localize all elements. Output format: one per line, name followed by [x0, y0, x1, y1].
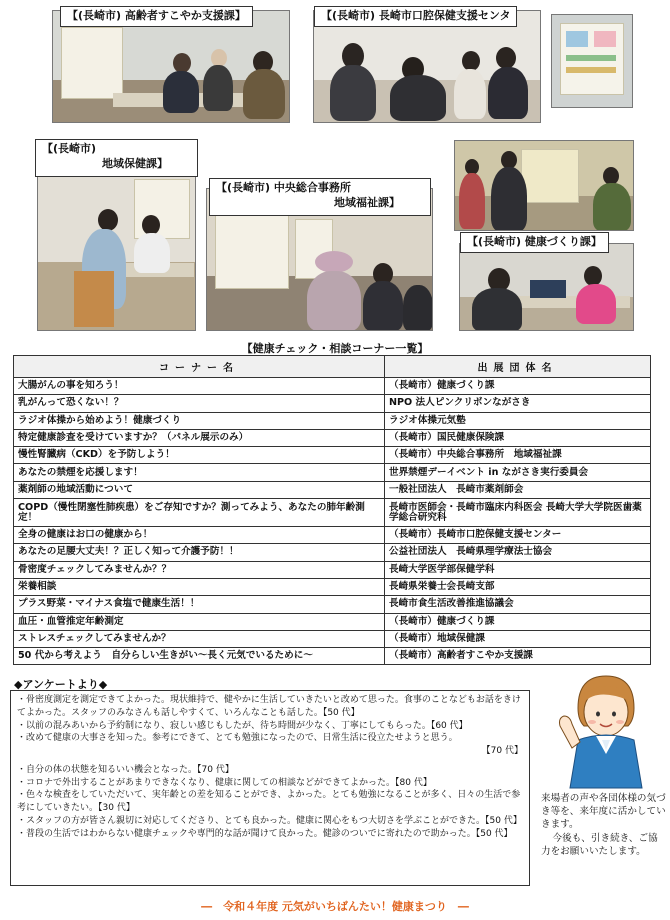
table-row — [14, 395, 651, 412]
table-title: 【健康チェック・相談コーナー一覧】 — [241, 342, 429, 355]
caption-community-health-line2: 地域保健課】 — [102, 156, 168, 170]
table-row — [14, 481, 651, 498]
survey-comment: ・改めて健康の大事さを知った。参考にできて、とても勉強になったので、日常生活に役立たせようと思う。 — [17, 733, 458, 744]
survey-comment: ・自分の体の状態を知るいい機会となった。【70 代】 — [17, 764, 234, 775]
table-row — [14, 499, 651, 527]
organization-cell: 一般社団法人 長崎市薬剤師会 — [385, 481, 651, 498]
table-row — [14, 378, 651, 395]
column-header-org: 出展団体名 — [385, 356, 651, 378]
organization-cell: 長崎大学医学部保健学科 — [385, 561, 651, 578]
corner-name-cell: ラジオ体操から始めよう！健康づくり — [14, 412, 385, 429]
corner-table — [13, 355, 651, 665]
corner-name-cell: プラス野菜・マイナス食塩で健康生活！！ — [14, 596, 385, 613]
survey-comment: ・以前の混みあいから予約制になり、寂しい感じもしたが、待ち時間が少なく、丁寧にしてもらった。【60 代】 — [17, 720, 468, 731]
organization-cell: 長崎市医師会・長崎市臨床内科医会 長崎大学大学院医歯薬学総合研究科 — [385, 499, 651, 527]
photo-oral-health — [313, 10, 541, 123]
side-note-line1: 来場者の声や各団体様の気づき等を、来年度に活かしていきます。 — [541, 793, 666, 831]
table-row — [14, 464, 651, 481]
survey-box — [10, 690, 530, 886]
survey-comment: ・スタッフの方が皆さん親切に対応してくださり、とても良かった。健康に関心をもつ大切さを学ぶことができた。【50 代】 — [17, 815, 522, 826]
survey-comment: ・コロナで外出することがあまりできなくなり、健康に関しての相談などができてよかった。【80 代】 — [17, 777, 432, 788]
corner-name-cell: 骨密度チェックしてみませんか？？ — [14, 561, 385, 578]
corner-name-cell: 大腸がんの事を知ろう！ — [14, 378, 385, 395]
organization-cell: （長崎市）国民健康保険課 — [385, 429, 651, 446]
organization-cell: （長崎市）地域保健課 — [385, 630, 651, 647]
survey-comment: ・色々な検査をしていただいて、実年齢との差を知ることができ、よかった。とても勉強になることが多く、日々の生活で参考にしていきたい。【30 代】 — [17, 790, 521, 814]
caption-health-promotion: 【(長崎市) 健康づくり課】 — [460, 232, 609, 253]
organization-cell: 長崎市食生活改善推進協議会 — [385, 596, 651, 613]
survey-comment: ・普段の生活ではわからない健康チェックや専門的な話が聞けて良かった。健診のついでに寄れたので助かった。【50 代】 — [17, 828, 513, 839]
corner-name-cell: 特定健康診査を受けていますか？（パネル展示のみ） — [14, 429, 385, 446]
table-row — [14, 429, 651, 446]
corner-name-cell: COPD（慢性閉塞性肺疾患）をご存知ですか？測ってみよう、あなたの肺年齢測定！ — [14, 499, 385, 527]
survey-comment-age: 【70 代】 — [481, 746, 523, 757]
table-row — [14, 596, 651, 613]
organization-cell: 長崎県栄養士会長崎支部 — [385, 578, 651, 595]
corner-name-cell: 栄養相談 — [14, 578, 385, 595]
caption-community-health-line1: 【(長崎市) — [42, 142, 97, 155]
corner-name-cell: 全身の健康はお口の健康から！ — [14, 527, 385, 544]
caption-community-health — [35, 139, 198, 177]
caption-welfare-line1: 【(長崎市) 中央総合事務所 — [216, 181, 351, 194]
photo-elderly-support — [52, 10, 290, 123]
organization-cell: 公益社団法人 長崎県理学療法士協会 — [385, 544, 651, 561]
table-row — [14, 447, 651, 464]
organization-cell: NPO 法人ピンクリボンながさき — [385, 395, 651, 412]
corner-name-cell: ストレスチェックしてみませんか？ — [14, 630, 385, 647]
table-row — [14, 412, 651, 429]
table-row — [14, 630, 651, 647]
side-note — [541, 792, 667, 858]
table-row — [14, 648, 651, 665]
corner-name-cell: あなたの禁煙を応援します！ — [14, 464, 385, 481]
photo-community-health — [37, 150, 196, 331]
organization-cell: （長崎市）健康づくり課 — [385, 378, 651, 395]
corner-name-cell: 血圧・血管推定年齢測定 — [14, 613, 385, 630]
corner-name-cell: 乳がんって恐くない！？ — [14, 395, 385, 412]
caption-oral-health: 【(長崎市) 長崎市口腔保健支援センタ — [314, 6, 517, 27]
corner-name-cell: 慢性腎臓病（CKD）を予防しよう！ — [14, 447, 385, 464]
table-row — [14, 578, 651, 595]
organization-cell: （長崎市）長崎市口腔保健支援センター — [385, 527, 651, 544]
caption-elderly-support: 【(長崎市) 高齢者すこやか支援課】 — [60, 6, 253, 27]
mascot-illustration — [548, 670, 654, 790]
side-note-line2: 今後も、引き続き、ご協力をお願いいたします。 — [541, 832, 658, 857]
table-row — [14, 561, 651, 578]
corner-name-cell: あなたの足腰大丈夫！？正しく知って介護予防！！ — [14, 544, 385, 561]
photo-health-promotion — [459, 243, 634, 331]
photo-poster-board — [551, 14, 633, 108]
table-row — [14, 544, 651, 561]
table-row — [14, 613, 651, 630]
footer-event-title: ― 令和４年度 元気がいちばんたい！健康まつり ― — [201, 900, 469, 913]
table-row — [14, 527, 651, 544]
column-header-corner: コーナー名 — [14, 356, 385, 378]
organization-cell: （長崎市）健康づくり課 — [385, 613, 651, 630]
photo-exhibition — [454, 140, 634, 231]
caption-welfare-line2: 地域福祉課】 — [334, 195, 400, 209]
organization-cell: ラジオ体操元気塾 — [385, 412, 651, 429]
organization-cell: （長崎市）高齢者すこやか支援課 — [385, 648, 651, 665]
organization-cell: （長崎市）中央総合事務所 地域福祉課 — [385, 447, 651, 464]
survey-comment: ・骨密度測定を測定できてよかった。現状維持で、健やかに生活していきたいと改めて思った。食事のことなどもお話をきけてよかった。スタッフのみなさんも話しやすくて、いろんなことも話した。【50 代】 — [17, 695, 521, 718]
caption-welfare — [209, 178, 431, 216]
organization-cell: 世界禁煙デーイベント in ながさき実行委員会 — [385, 464, 651, 481]
corner-name-cell: 50 代から考えよう 自分らしい生きがい～長く元気でいるために～ — [14, 648, 385, 665]
corner-name-cell: 薬剤師の地域活動について — [14, 481, 385, 498]
survey-title: ◆アンケートより◆ — [14, 678, 108, 691]
